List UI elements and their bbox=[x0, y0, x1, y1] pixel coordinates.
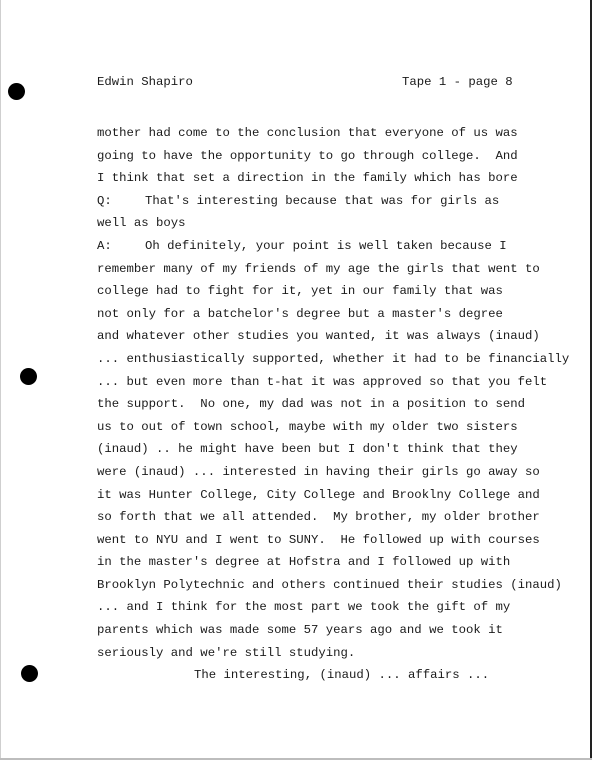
binder-hole-top bbox=[8, 83, 25, 100]
speaker-label-q: Q: bbox=[97, 193, 112, 208]
answer-text: Oh definitely, your point is well taken because I bbox=[145, 238, 507, 253]
transcript-line: seriously and we're still studying. bbox=[97, 645, 356, 660]
transcript-line: I think that set a direction in the family which has bore bbox=[97, 171, 518, 186]
transcript-line: the support. No one, my dad was not in a position to send bbox=[97, 397, 526, 412]
transcript-line: ... but even more than t-hat it was approved so that you felt bbox=[97, 374, 548, 389]
transcript-line: going to have the opportunity to go through college. And bbox=[97, 148, 518, 163]
transcript-line: were (inaud) ... interested in having their girls go away so bbox=[97, 464, 540, 479]
transcript-line: so forth that we all attended. My brother, my older brother bbox=[97, 510, 540, 525]
transcript-line: parents which was made some 57 years ago and we took it bbox=[97, 623, 503, 638]
transcript-line: and whatever other studies you wanted, it was always (inaud) bbox=[97, 329, 540, 344]
transcript-line: ... enthusiastically supported, whether it had to be financially bbox=[97, 351, 570, 366]
transcript-line: it was Hunter College, City College and Brooklny College and bbox=[97, 487, 540, 502]
header-tape-page: Tape 1 - page 8 bbox=[402, 75, 513, 89]
transcript-line: mother had come to the conclusion that everyone of us was bbox=[97, 126, 518, 140]
transcript-line: (inaud) .. he might have been but I don't think that they bbox=[97, 442, 518, 457]
transcript-line: remember many of my friends of my age the girls that went to bbox=[97, 261, 540, 276]
transcript-line: us to out of town school, maybe with my older two sisters bbox=[97, 419, 518, 434]
transcript-line: well as boys bbox=[97, 216, 186, 231]
answer-line bbox=[97, 235, 567, 258]
transcript-line: college had to fight for it, yet in our family that was bbox=[97, 284, 503, 299]
binder-hole-bottom bbox=[21, 665, 38, 682]
transcript-line: not only for a batchelor's degree but a master's degree bbox=[97, 306, 503, 321]
speaker-label-a: A: bbox=[97, 238, 112, 253]
transcript-line: ... and I think for the most part we took the gift of my bbox=[97, 600, 511, 615]
transcript-line: Brooklyn Polytechnic and others continued their studies (inaud) bbox=[97, 577, 562, 592]
question-text: That's interesting because that was for girls as bbox=[145, 193, 500, 208]
question-line bbox=[97, 190, 567, 213]
transcript-body bbox=[97, 122, 570, 687]
page-left-edge bbox=[0, 0, 1, 760]
binder-hole-middle bbox=[20, 368, 37, 385]
transcript-line: went to NYU and I went to SUNY. He followed up with courses bbox=[97, 532, 540, 547]
header-interviewee-name: Edwin Shapiro bbox=[97, 75, 193, 89]
transcript-line: The interesting, (inaud) ... affairs ... bbox=[194, 668, 490, 683]
transcript-line: in the master's degree at Hofstra and I followed up with bbox=[97, 555, 511, 570]
